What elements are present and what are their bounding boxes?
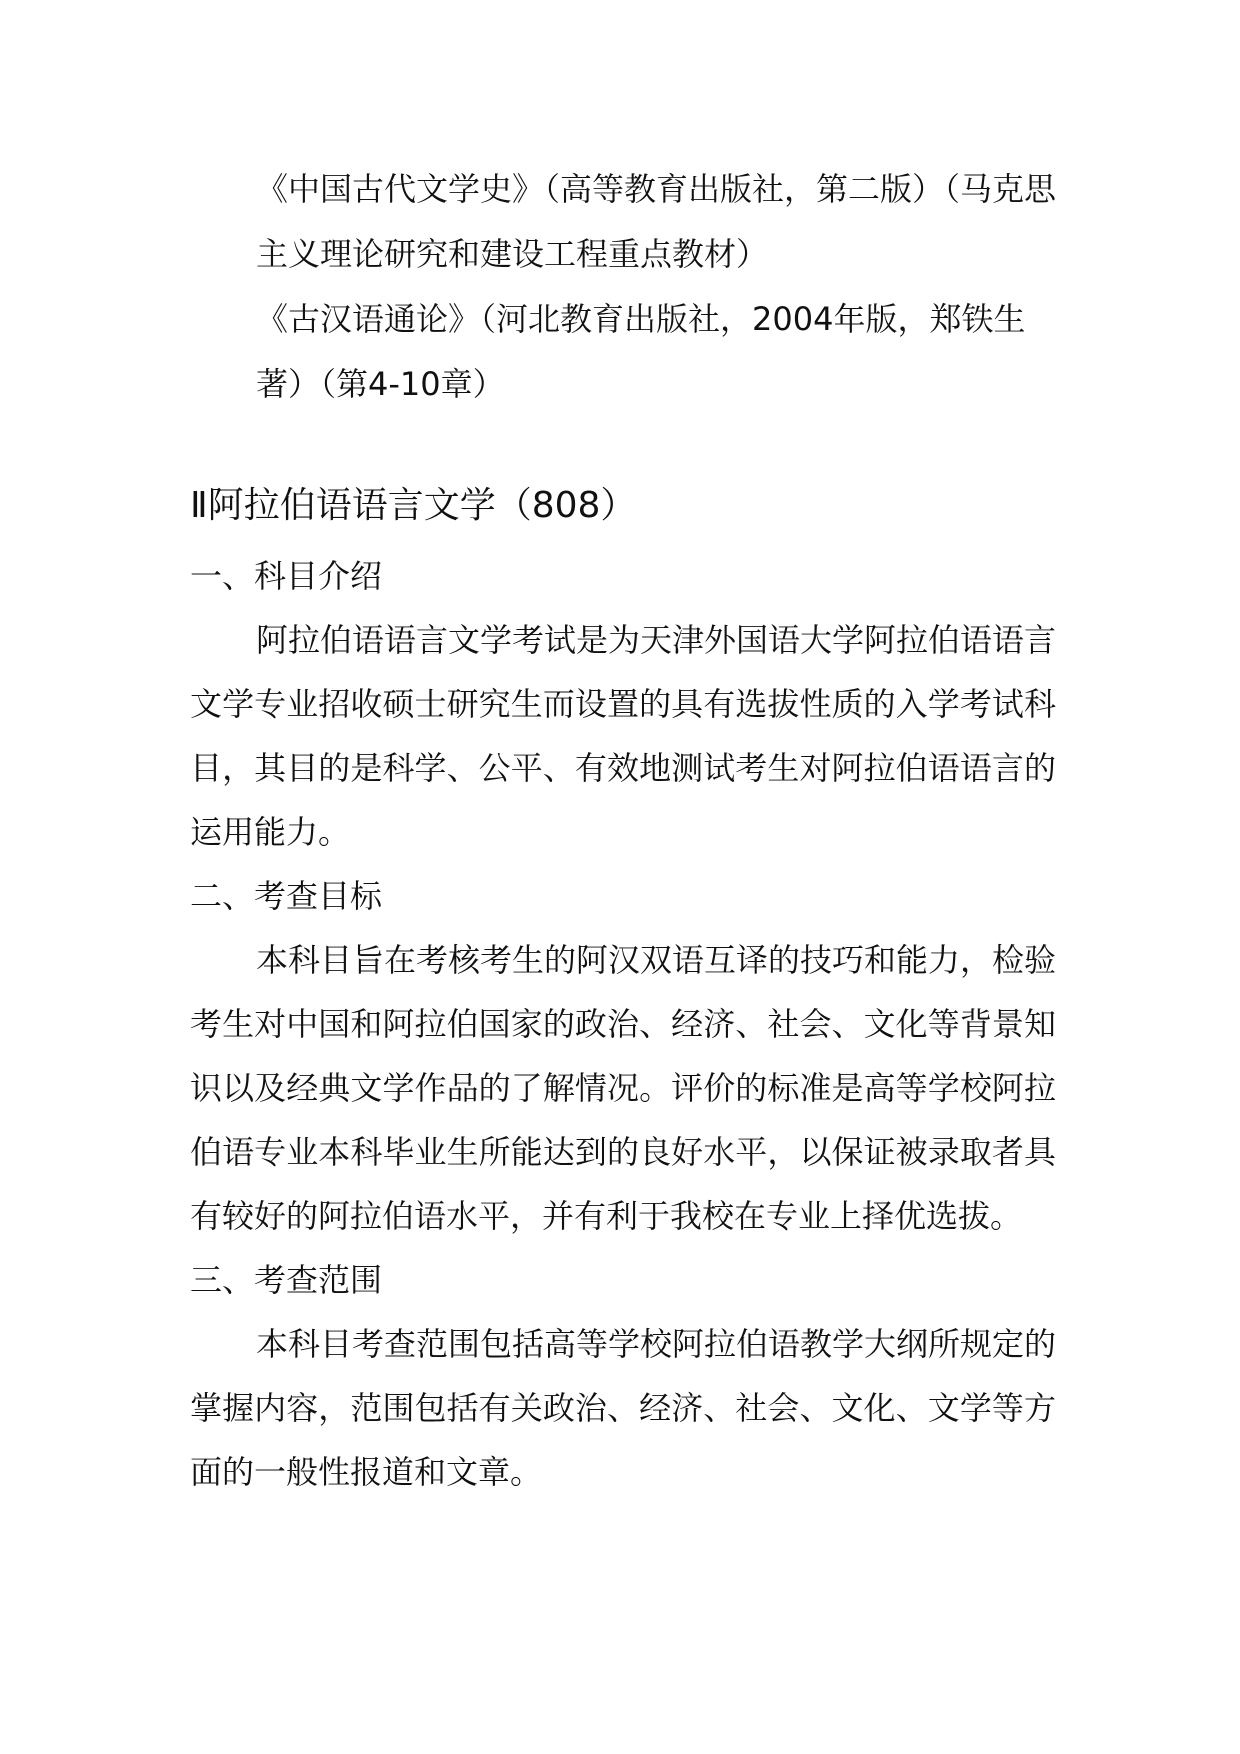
reference-list (256, 157, 1056, 417)
subheading-introduction: 一、科目介绍 (190, 557, 383, 595)
reference-item: 《古汉语通论》（河北教育出版社，2004年版，郑铁生著）（第4-10章） (256, 300, 1026, 403)
reference-item: 《中国古代文学史》（高等教育出版社，第二版）（马克思主义理论研究和建设工程重点教材） (256, 170, 1057, 273)
paragraph-objectives: 本科目旨在考核考生的阿汉双语互译的技巧和能力，检验考生对中国和阿拉伯国家的政治、经济、社会、文化等背景知识以及经典文学作品的了解情况。评价的标准是高等学校阿拉伯语专业本科毕业生所能达到的良好水平，以保证被录取者具有较好的阿拉伯语水平，并有利于我校在专业上择优选拔。 (190, 941, 1057, 1235)
paragraph-scope: 本科目考查范围包括高等学校阿拉伯语教学大纲所规定的掌握内容，范围包括有关政治、经济、社会、文化、文学等方面的一般性报道和文章。 (190, 1325, 1057, 1491)
section-title: Ⅱ阿拉伯语语言文学（808） (190, 485, 637, 526)
subheading-scope: 三、考查范围 (190, 1261, 383, 1299)
subject-section (190, 476, 1056, 1504)
subheading-objectives: 二、考查目标 (190, 877, 383, 915)
paragraph-introduction: 阿拉伯语语言文学考试是为天津外国语大学阿拉伯语语言文学专业招收硕士研究生而设置的具有选拔性质的入学考试科目，其目的是科学、公平、有效地测试考生对阿拉伯语语言的运用能力。 (190, 621, 1057, 851)
